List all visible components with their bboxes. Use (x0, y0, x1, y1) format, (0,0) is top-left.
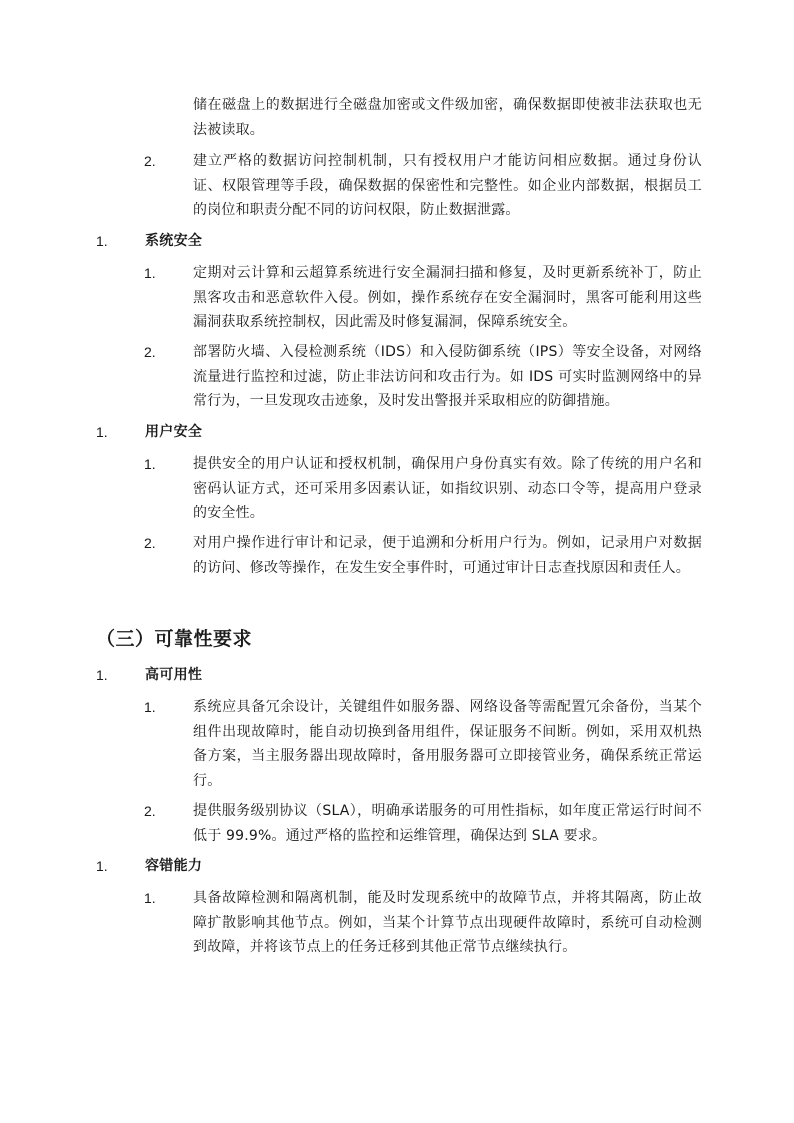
subheading-high-availability: 高可用性 (145, 667, 203, 683)
continued-paragraph: 储在磁盘上的数据进行全磁盘加密或文件级加密，确保数据即使被非法获取也无法被读取。 (193, 97, 702, 138)
list-number: 2. (144, 153, 156, 169)
subheading-fault-tolerance: 容错能力 (145, 858, 203, 874)
heading-number: 1. (96, 424, 108, 440)
list-item-text: 提供安全的用户认证和授权机制，确保用户身份真实有效。除了传统的用户名和密码认证方式，还可采用多因素认证，如指纹识别、动态口令等，提高用户登录的安全性。 (193, 456, 702, 521)
heading-number: 1. (96, 233, 108, 249)
heading-number: 1. (96, 858, 108, 874)
list-number: 2. (144, 344, 156, 360)
list-item-text: 建立严格的数据访问控制机制，只有授权用户才能访问相应数据。通过身份认证、权限管理等手段，确保数据的保密性和完整性。如企业内部数据，根据员工的岗位和职责分配不同的访问权限，防止数据泄露。 (193, 153, 702, 218)
list-item-text: 定期对云计算和云超算系统进行安全漏洞扫描和修复，及时更新系统补丁，防止黑客攻击和恶意软件入侵。例如，操作系统存在安全漏洞时，黑客可能利用这些漏洞获取系统控制权，因此需及时修复漏洞，保障系统安全。 (193, 265, 702, 330)
list-number: 1. (144, 890, 156, 906)
list-number: 2. (144, 803, 156, 819)
subheading-system-security: 系统安全 (145, 233, 203, 249)
list-item-text: 具备故障检测和隔离机制，能及时发现系统中的故障节点，并将其隔离，防止故障扩散影响其他节点。例如，当某个计算节点出现硬件故障时，系统可自动检测到故障，并将该节点上的任务迁移到其他正常节点继续执行。 (193, 890, 702, 955)
section-title: （三）可靠性要求 (96, 628, 253, 650)
list-number: 1. (144, 699, 156, 715)
list-number: 1. (144, 265, 156, 281)
list-item-text: 部署防火墙、入侵检测系统（IDS）和入侵防御系统（IPS）等安全设备，对网络流量进行监控和过滤，防止非法访问和攻击行为。如 IDS 可实时监测网络中的异常行为，一旦发现攻击迹象，及时发出警报并采取相应的防御措施。 (193, 344, 702, 409)
heading-number: 1. (96, 667, 108, 683)
list-number: 1. (144, 456, 156, 472)
list-item-text: 对用户操作进行审计和记录，便于追溯和分析用户行为。例如，记录用户对数据的访问、修改等操作，在发生安全事件时，可通过审计日志查找原因和责任人。 (193, 535, 702, 576)
subheading-user-security: 用户安全 (145, 424, 203, 440)
list-item-text: 系统应具备冗余设计，关键组件如服务器、网络设备等需配置冗余备份，当某个组件出现故障时，能自动切换到备用组件，保证服务不间断。例如，采用双机热备方案，当主服务器出现故障时，备用服务器可立即接管业务，确保系统正常运行。 (193, 699, 702, 789)
list-item-text: 提供服务级别协议（SLA），明确承诺服务的可用性指标，如年度正常运行时间不低于 99.9%。通过严格的监控和运维管理，确保达到 SLA 要求。 (193, 803, 702, 844)
list-number: 2. (144, 535, 156, 551)
